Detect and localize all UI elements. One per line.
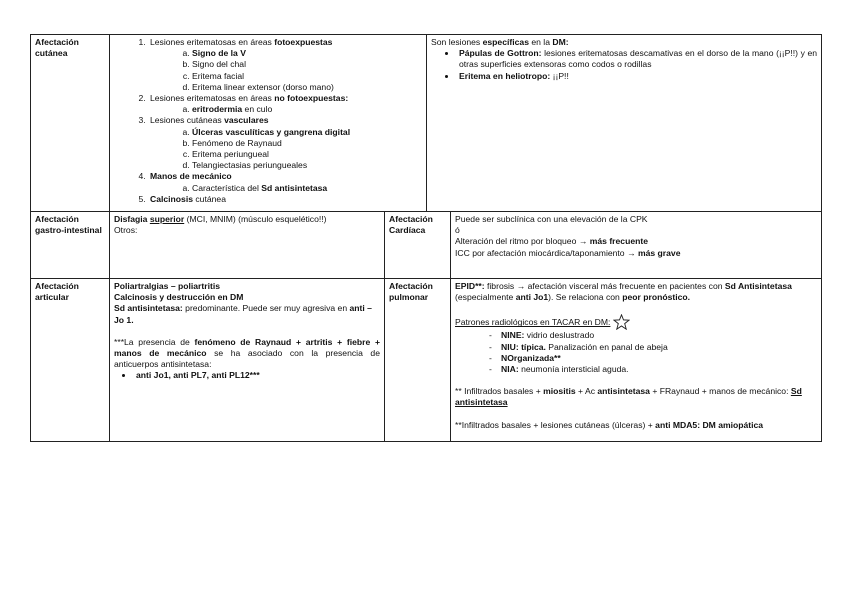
- list-item: c. Eritema periungueal: [192, 149, 422, 160]
- list-item: - NINE: vidrio deslustrado: [489, 330, 817, 341]
- row-articular: [31, 279, 822, 442]
- pulmonar-cell: EPID**: fibrosis → afectación visceral más frecuente en pacientes con Sd Antisintetasa (especialmente anti Jo1). Se relaciona con peor pronóstico. Patrones radiológicos en TACAR en DM: - NINE: vidrio deslustrado - NIU: típica. Panalización en panal de abeja - NOrganizada** - NIA: neumonía intersticial aguda. ** Infiltrados basales + miositis + Ac antisintetasa + FRaynaud + manos de mecánico: Sd antisintetasa **Infiltrados basales + lesiones cutáneas (úlceras) + anti MDA5: DM amiopática: [451, 279, 822, 442]
- cutanea-bullets: [431, 48, 817, 82]
- list-item: a. Característica del Sd antisintetasa: [192, 183, 422, 194]
- list-item: 2. Lesiones eritematosas en áreas no fotoexpuestas: a. eritrodermia en culo: [148, 93, 422, 115]
- list-item: • Pápulas de Gottron: lesiones eritematosas descamativas en el dorso de la mano (¡¡P!!) y en otras superficies extensoras como codos o rodillas: [457, 48, 817, 70]
- cutanea-list: [114, 37, 422, 205]
- row-cutanea: [31, 35, 822, 212]
- list-item: 5. Calcinosis cutánea: [148, 194, 422, 205]
- list-item: b. Fenómeno de Raynaud: [192, 138, 422, 149]
- list-item: d. Telangiectasias periungueales: [192, 160, 422, 171]
- list-item: c. Eritema facial: [192, 71, 422, 82]
- list-item: a. Úlceras vasculíticas y gangrena digital: [192, 127, 422, 138]
- label-cardiaca: Afectación Cardíaca: [385, 212, 451, 279]
- list-item: - NIU: típica. Panalización en panal de abeja: [489, 342, 817, 353]
- list-item: d. Eritema linear extensor (dorso mano): [192, 82, 422, 93]
- row-gastro: [31, 212, 822, 279]
- list-item: a. Signo de la V: [192, 48, 422, 59]
- list-item: 4. Manos de mecánico a. Característica del Sd antisintetasa: [148, 171, 422, 193]
- list-item: 3. Lesiones cutáneas vasculares a. Úlceras vasculíticas y gangrena digital b. Fenómeno de Raynaud c. Eritema periungueal d. Telangiectasias periungueales: [148, 115, 422, 171]
- label-articular: Afectación articular: [31, 279, 110, 442]
- list-item: 1. Lesiones eritematosas en áreas fotoexpuestas a. Signo de la V b. Signo del chal c. Eritema facial d. Eritema linear extensor (dorso mano): [148, 37, 422, 93]
- list-item: • Eritema en heliotropo: ¡¡P!!: [457, 71, 817, 82]
- label-cutanea: Afectación cutánea: [31, 35, 110, 212]
- list-item: - NIA: neumonía intersticial aguda.: [489, 364, 817, 375]
- list-item: b. Signo del chal: [192, 59, 422, 70]
- cutanea-right-intro: Son lesiones específicas en la DM:: [431, 37, 569, 47]
- cutanea-list-cell: [110, 35, 427, 212]
- star-icon: [613, 314, 630, 330]
- label-gastro: Afectación gastro-intestinal: [31, 212, 110, 279]
- label-pulmonar: Afectación pulmonar: [385, 279, 451, 442]
- notes-page: [30, 34, 821, 442]
- articular-cell: Poliartralgias – poliartritis Calcinosis y destrucción en DM Sd antisintetasa: predominante. Puede ser muy agresiva en anti – Jo 1. ***La presencia de fenómeno de Raynaud + artritis + fiebre + manos de mecánico se ha asociado con la presencia de anticuerpos antisintetasa: • anti Jo1, anti PL7, anti PL12***: [110, 279, 385, 442]
- gastro-cell: Disfagia superior (MCI, MNIM) (músculo esquelético!!) Otros:: [110, 212, 385, 279]
- notes-table: [30, 34, 822, 442]
- cutanea-right-cell: [427, 35, 822, 212]
- cardiaca-cell: Puede ser subclínica con una elevación de la CPK ó Alteración del ritmo por bloqueo → más frecuente ICC por afectación miocárdica/taponamiento → más grave: [451, 212, 822, 279]
- list-item: - NOrganizada**: [489, 353, 817, 364]
- list-item: a. eritrodermia en culo: [192, 104, 422, 115]
- list-item: • anti Jo1, anti PL7, anti PL12***: [134, 370, 380, 381]
